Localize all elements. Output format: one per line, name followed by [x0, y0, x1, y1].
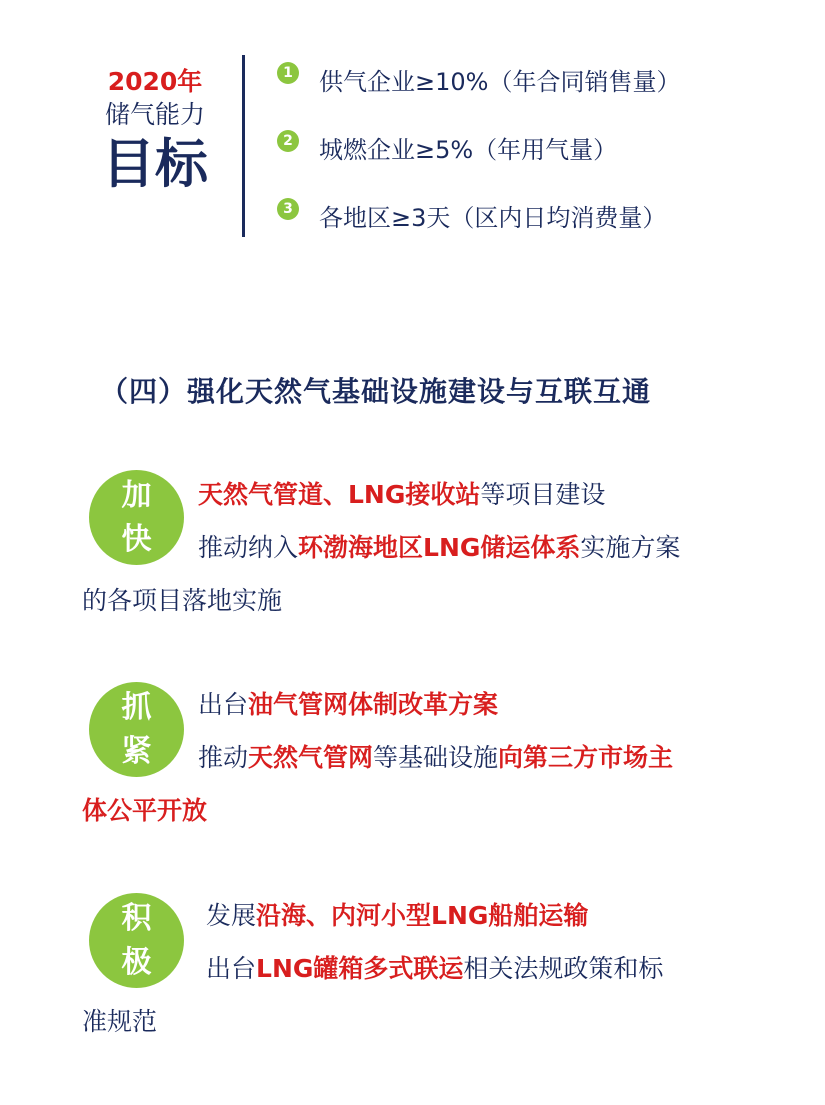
- number-2-icon: 2: [277, 130, 299, 152]
- block-line: [198, 688, 498, 722]
- line-segment: LNG罐箱多式联运: [256, 954, 464, 983]
- line-segment: 向第三方市场主: [498, 743, 674, 772]
- storage-target-block: [0, 0, 825, 260]
- line-segment: 环渤海地区LNG储运体系: [298, 533, 581, 562]
- block-line: [198, 531, 680, 565]
- line-segment: 推动纳入: [198, 533, 299, 562]
- target-item-text: 城燃企业≥5%（年用气量）: [319, 135, 618, 164]
- line-segment: 天然气管网: [248, 743, 374, 772]
- block-line: [82, 1005, 157, 1039]
- line-segment: 的各项目落地实施: [82, 586, 283, 615]
- target-subtitle: 储气能力: [104, 100, 205, 129]
- badge-char: 极: [121, 944, 152, 980]
- badge-char: 快: [121, 521, 152, 557]
- line-segment: 天然气管道、LNG接收站: [198, 480, 481, 509]
- badge-char: 抓: [121, 689, 152, 725]
- block-line: [82, 584, 282, 618]
- number-1-icon: 1: [277, 62, 299, 84]
- line-segment: 相关法规政策和标: [463, 954, 664, 983]
- block-line: [82, 794, 207, 828]
- target-item: [277, 198, 666, 232]
- badge-char: 加: [121, 477, 152, 513]
- line-segment: 发展: [206, 901, 257, 930]
- target-item-text: 供气企业≥10%（年合同销售量）: [319, 67, 681, 96]
- line-segment: 等基础设施: [373, 743, 499, 772]
- block-badge: [89, 893, 184, 988]
- line-segment: 准规范: [82, 1007, 158, 1036]
- target-title: 目标: [102, 134, 208, 195]
- badge-char: 紧: [121, 733, 152, 769]
- target-heading: [80, 66, 230, 198]
- line-segment: 油气管网体制改革方案: [248, 690, 499, 719]
- target-item: [277, 130, 617, 164]
- target-item: [277, 62, 680, 96]
- line-segment: 体公平开放: [82, 796, 208, 825]
- block-line: [198, 741, 673, 775]
- block-badge: [89, 470, 184, 565]
- line-segment: 实施方案: [580, 533, 681, 562]
- block-line: [206, 899, 588, 933]
- target-item-text: 各地区≥3天（区内日均消费量）: [319, 203, 667, 232]
- number-3-icon: 3: [277, 198, 299, 220]
- block-line: [206, 952, 663, 986]
- block-badge: [89, 682, 184, 777]
- line-segment: 出台: [198, 690, 249, 719]
- divider-line: [242, 55, 245, 237]
- badge-char: 积: [121, 900, 152, 936]
- line-segment: 推动: [198, 743, 249, 772]
- section-title: （四）强化天然气基础设施建设与互联互通: [100, 375, 652, 408]
- line-segment: 出台: [206, 954, 257, 983]
- line-segment: 沿海、内河小型LNG船舶运输: [256, 901, 589, 930]
- target-year: 2020年: [107, 67, 203, 96]
- block-line: [198, 478, 605, 512]
- line-segment: 等项目建设: [480, 480, 606, 509]
